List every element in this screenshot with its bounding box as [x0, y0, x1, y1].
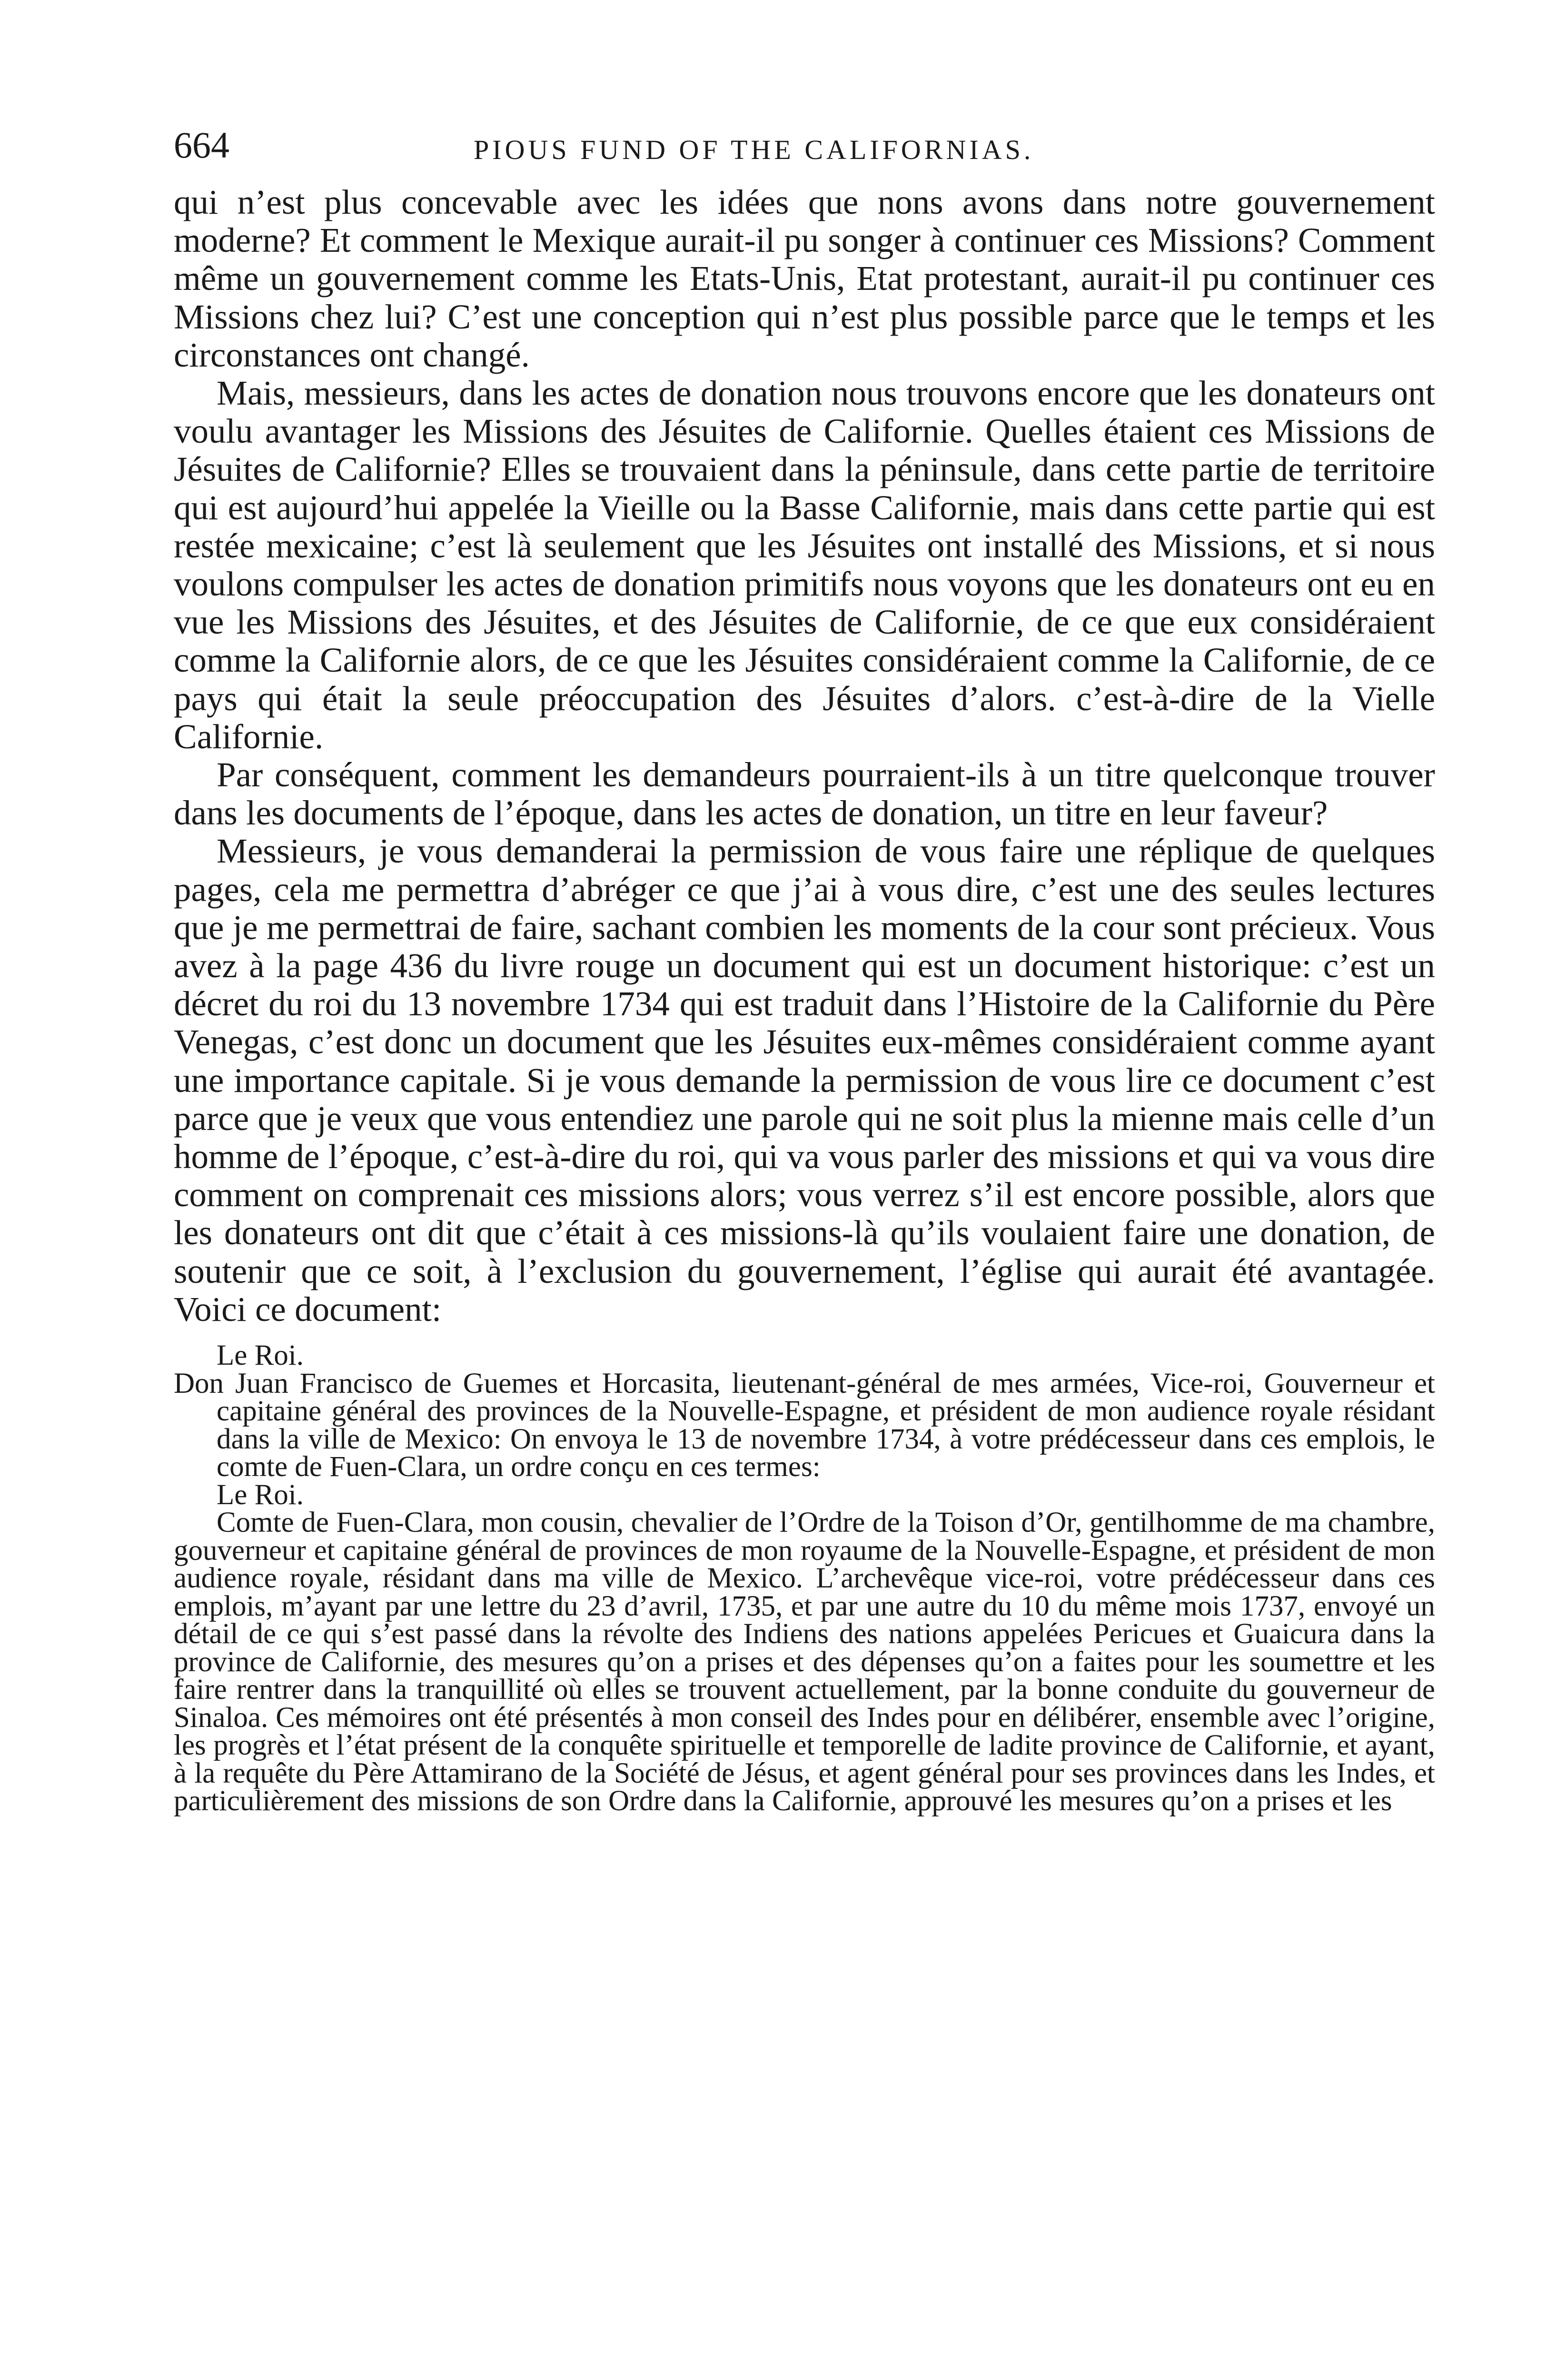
body-text	[174, 183, 1435, 1329]
document-salutation: Le Roi.	[217, 1478, 304, 1511]
paragraph: qui n’est plus concevable avec les idées que nons avons dans notre gouvernement moderne? Et comment le Mexique aurait-il pu songer à continuer ces Missions? Comment même un gouvernement comme les Etats-Unis, Etat protestant, aurait-il pu continuer ces Missions chez lui? C’est une conception qui n’est plus possible parce que le temps et les circonstances ont changé.	[174, 183, 1435, 374]
document-address: Don Juan Francisco de Guemes et Horcasita, lieutenant-général de mes armées, Vice-roi, Gouverneur et capitaine général des provinces de la Nouvelle-Espagne, et président de mon audience royale résidant dans la ville de Mexico: On envoya le 13 de novembre 1734, à votre prédécesseur dans ces emplois, le comte de Fuen-Clara, un ordre conçu en ces termes:	[174, 1367, 1435, 1483]
paragraph: Messieurs, je vous demanderai la permission de vous faire une réplique de quelques pages, cela me permettra d’abréger ce que j’ai à vous dire, c’est une des seules lectures que je me permettrai de faire, sachant combien les moments de la cour sont précieux. Vous avez à la page 436 du livre rouge un document qui est un document historique: c’est un décret du roi du 13 novembre 1734 qui est traduit dans l’Histoire de la Californie du Père Venegas, c’est donc un document que les Jésuites eux-mêmes considéraient comme ayant une importance capitale. Si je vous demande la permission de vous lire ce document c’est parce que je veux que vous entendiez une parole qui ne soit plus la mienne mais celle d’un homme de l’époque, c’est-à-dire du roi, qui va vous parler des missions et qui va vous dire comment on comprenait ces missions alors; vous verrez s’il est encore possible, alors que les donateurs ont dit que c’était à ces missions-là qu’ils voulaient faire une donation, de soutenir que ce soit, à l’exclusion du gouvernement, l’église qui aurait été avantagée. Voici ce document:	[174, 832, 1435, 1329]
page	[174, 121, 1435, 1815]
running-title: PIOUS FUND OF THE CALIFORNIAS.	[474, 134, 1034, 165]
document-letter: Comte de Fuen-Clara, mon cousin, chevalier de l’Ordre de la Toison d’Or, gentilhomme de ma chambre, gouverneur et capitaine général de provinces de mon royaume de la Nouvelle-Espagne, et président de mon audience royale, résidant dans ma ville de Mexico. L’archevêque vice-roi, votre prédécesseur dans ces emplois, m’ayant par une lettre du 23 d’avril, 1735, et par une autre du 10 du même mois 1737, envoyé un détail de ce qui s’est passé dans la révolte des Indiens des nations appelées Pericues et Guaicura dans la province de Californie, des mesures qu’on a prises et des dépenses qu’on a faites pour les soumettre et les faire rentrer dans la tranquillité où elles se trouvent actuellement, par la bonne conduite du gouverneur de Sinaloa. Ces mémoires ont été présentés à mon conseil des Indes pour en délibérer, ensemble avec l’origine, les progrès et l’état présent de la conquête spirituelle et temporelle de ladite province de Californie, et ayant, à la requête du Père Attamirano de la Société de Jésus, et agent général pour ses provinces dans les Indes, et particulièrement des missions de son Ordre dans la Californie, approuvé les mesures qu’on a prises et les	[174, 1507, 1435, 1817]
paragraph: Mais, messieurs, dans les actes de donation nous trouvons encore que les donateurs ont voulu avantager les Missions des Jésuites de Californie. Quelles étaient ces Missions de Jésuites de Californie? Elles se trouvaient dans la péninsule, dans cette partie de territoire qui est aujourd’hui appelée la Vieille ou la Basse Californie, mais dans cette partie qui est restée mexicaine; c’est là seulement que les Jésuites ont installé des Missions, et si nous voulons compulser les actes de donation primitifs nous voyons que les donateurs ont eu en vue les Missions des Jésuites, et des Jésuites de Californie, de ce que eux considéraient comme la Californie alors, de ce que les Jésuites considéraient comme la Californie, de ce pays qui était la seule préoccupation des Jésuites d’alors. c’est-à-dire de la Vielle Californie.	[174, 374, 1435, 756]
quoted-document	[174, 1339, 1435, 1817]
document-salutation: Le Roi.	[217, 1339, 304, 1372]
paragraph: Par conséquent, comment les demandeurs pourraient-ils à un titre quelconque trouver dans les documents de l’époque, dans les actes de donation, un titre en leur faveur?	[174, 755, 1435, 833]
page-header	[174, 121, 1435, 183]
page-number: 664	[174, 124, 229, 166]
